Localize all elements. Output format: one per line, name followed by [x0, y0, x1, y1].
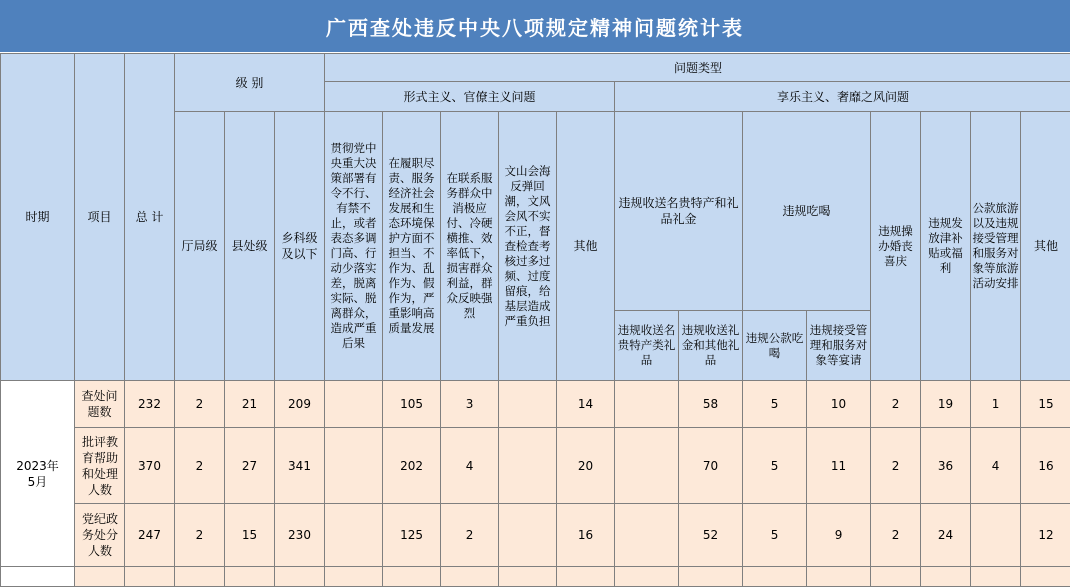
- cell-g1: [615, 381, 679, 428]
- header-gift: 违规收送名贵特产和礼品礼金: [615, 112, 743, 311]
- cell-total: 232: [125, 381, 175, 428]
- header-allowance: 违规发放津补贴或福利: [921, 112, 971, 381]
- cell-f4: [499, 381, 557, 428]
- cell-wedding: 2: [871, 428, 921, 504]
- cell-e2: 11: [807, 428, 871, 504]
- cell-e2: 10: [807, 381, 871, 428]
- cell-f1: [325, 381, 383, 428]
- cell-xiang: 209: [275, 381, 325, 428]
- row-item: 查处问题数: [75, 381, 125, 428]
- cell-e2: 9: [807, 504, 871, 567]
- cell-f2: 105: [383, 381, 441, 428]
- header-eat: 违规吃喝: [743, 112, 871, 311]
- header-total: 总 计: [125, 54, 175, 381]
- header-formalism-2: 在履职尽责、服务经济社会发展和生态环境保护方面不担当、不作为、乱作为、假作为，严重影响高质量发展: [383, 112, 441, 381]
- cell-xian: 27: [225, 428, 275, 504]
- cell-e1: 5: [743, 428, 807, 504]
- cell-g2: 70: [679, 428, 743, 504]
- cell-f5: 16: [557, 504, 615, 567]
- header-gift-a: 违规收送名贵特产类礼品: [615, 311, 679, 381]
- cell-e1: 5: [743, 381, 807, 428]
- cell-f1: [325, 428, 383, 504]
- cell-f4: [499, 504, 557, 567]
- cell-total: 370: [125, 428, 175, 504]
- header-problem-type: 问题类型: [325, 54, 1070, 82]
- statistics-table: [0, 53, 1070, 587]
- cell-total: 247: [125, 504, 175, 567]
- cell-f2: 202: [383, 428, 441, 504]
- cell-wedding: 2: [871, 381, 921, 428]
- header-formalism-3: 在联系服务群众中消极应付、冷硬横推、效率低下，损害群众利益，群众反映强烈: [441, 112, 499, 381]
- cell-f3: 4: [441, 428, 499, 504]
- cell-xian: 15: [225, 504, 275, 567]
- header-level-xiang: 乡科级及以下: [275, 112, 325, 381]
- cell-f3: 2: [441, 504, 499, 567]
- row-item: 批评教育帮助和处理人数: [75, 428, 125, 504]
- cell-xiang: 230: [275, 504, 325, 567]
- header-wedding: 违规操办婚丧喜庆: [871, 112, 921, 381]
- table-row: [1, 428, 1070, 504]
- cell-travel: [971, 504, 1021, 567]
- cell-ting: 2: [175, 381, 225, 428]
- header-hedonism: 享乐主义、奢靡之风问题: [615, 82, 1070, 112]
- cell-allowance: 19: [921, 381, 971, 428]
- header-gift-b: 违规收送礼金和其他礼品: [679, 311, 743, 381]
- cell-travel: 4: [971, 428, 1021, 504]
- header-formalism: 形式主义、官僚主义问题: [325, 82, 615, 112]
- cell-f2: 125: [383, 504, 441, 567]
- cell-wedding: 2: [871, 504, 921, 567]
- header-item: 项目: [75, 54, 125, 381]
- header-eat-b: 违规接受管理和服务对象等宴请: [807, 311, 871, 381]
- header-eat-a: 违规公款吃喝: [743, 311, 807, 381]
- period-cell: 2023年 5月: [1, 381, 75, 567]
- cell-g1: [615, 504, 679, 567]
- cell-other: 16: [1021, 428, 1070, 504]
- table-row: [1, 381, 1070, 428]
- cell-allowance: 24: [921, 504, 971, 567]
- header-formalism-4: 文山会海反弹回潮，文风会风不实不正，督查检查考核过多过频、过度留痕，给基层造成严重负担: [499, 112, 557, 381]
- header-formalism-1: 贯彻党中央重大决策部署有令不行、有禁不止，或者表态多调门高、行动少落实差，脱离实际、脱离群众，造成严重后果: [325, 112, 383, 381]
- cell-f5: 20: [557, 428, 615, 504]
- cell-allowance: 36: [921, 428, 971, 504]
- cell-ting: 2: [175, 428, 225, 504]
- row-item: 党纪政务处分人数: [75, 504, 125, 567]
- cell-ting: 2: [175, 504, 225, 567]
- cell-f4: [499, 428, 557, 504]
- header-formalism-other: 其他: [557, 112, 615, 381]
- cell-travel: 1: [971, 381, 1021, 428]
- cell-f3: 3: [441, 381, 499, 428]
- cell-g2: 52: [679, 504, 743, 567]
- header-level-xian: 县处级: [225, 112, 275, 381]
- cell-g1: [615, 428, 679, 504]
- cell-other: 12: [1021, 504, 1070, 567]
- cell-f1: [325, 504, 383, 567]
- cell-g2: 58: [679, 381, 743, 428]
- cell-other: 15: [1021, 381, 1070, 428]
- cell-f5: 14: [557, 381, 615, 428]
- header-level: 级 别: [175, 54, 325, 112]
- cell-e1: 5: [743, 504, 807, 567]
- header-hedonism-other: 其他: [1021, 112, 1070, 381]
- header-period: 时期: [1, 54, 75, 381]
- header-level-ting: 厅局级: [175, 112, 225, 381]
- header-travel: 公款旅游以及违规接受管理和服务对象等旅游活动安排: [971, 112, 1021, 381]
- table-title: 广西查处违反中央八项规定精神问题统计表: [0, 0, 1070, 52]
- table-row: [1, 504, 1070, 567]
- cell-xian: 21: [225, 381, 275, 428]
- cell-xiang: 341: [275, 428, 325, 504]
